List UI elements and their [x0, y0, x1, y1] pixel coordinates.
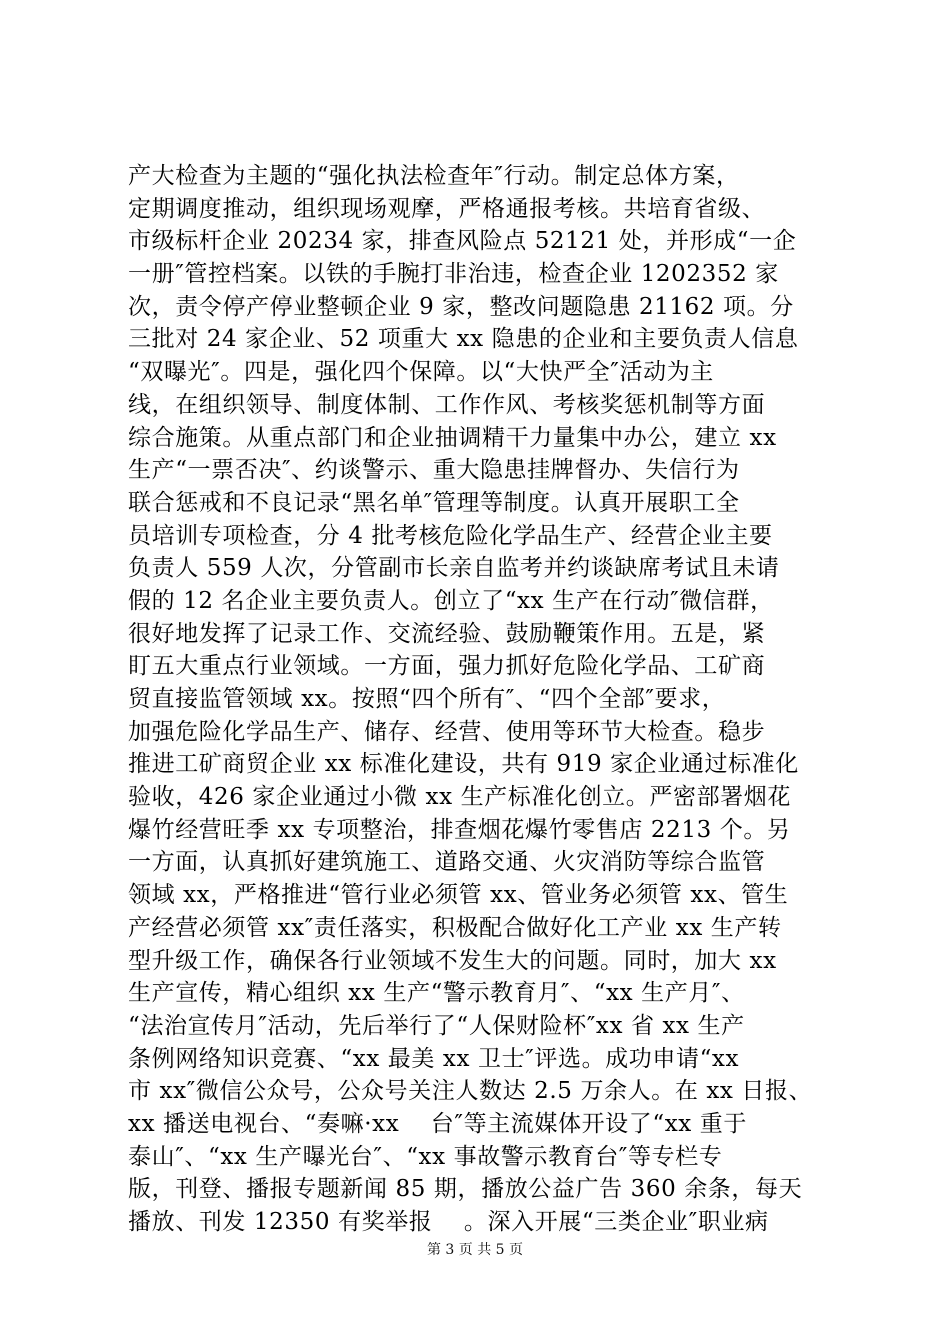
text-line: 生产宣传，精心组织 xx 生产“警示教育月″、“xx 生产月″、	[128, 980, 745, 1007]
text-line: 产大检查为主题的“强化执法检查年″行动。制定总体方案，	[128, 163, 740, 189]
text-line: 盯五大重点行业领域。一方面，强力抓好危险化学品、工矿商	[128, 653, 766, 680]
text-line: 综合施策。从重点部门和企业抽调精干力量集中办公，建立 xx	[128, 424, 777, 451]
text-line: 生产“一票否决″、约谈警示、重大隐患挂牌督办、失信行为	[128, 457, 740, 484]
text-line: 加强危险化学品生产、储存、经营、使用等环节大检查。稳步	[128, 718, 766, 745]
text-line: 市级标杆企业 20234 家，排查风险点 52121 处，并形成“一企	[128, 228, 797, 255]
text-line: 推进工矿商贸企业 xx 标准化建设，共有 919 家企业通过标准化	[128, 751, 799, 778]
text-line: 泰山″、“xx 生产曝光台″、“xx 事故警示教育台″等专栏专	[128, 1143, 723, 1170]
text-line: 三批对 24 家企业、52 项重大 xx 隐患的企业和主要负责人信息	[128, 326, 799, 353]
text-line: 一方面，认真抓好建筑施工、道路交通、火灾消防等综合监管	[128, 849, 766, 876]
text-line: 领域 xx，严格推进“管行业必须管 xx、管业务必须管 xx、管生	[128, 882, 789, 909]
text-line: 次，责令停产停业整顿企业 9 家，整改问题隐患 21162 项。分	[128, 293, 794, 320]
text-line: 产经营必须管 xx″责任落实，积极配合做好化工产业 xx 生产转	[128, 914, 782, 941]
text-line: 市 xx″微信公众号，公众号关注人数达 2.5 万余人。在 xx 日报、	[128, 1078, 813, 1105]
text-line: 员培训专项检查，分 4 批考核危险化学品生产、经营企业主要	[128, 522, 773, 549]
text-line: 线，在组织领导、制度体制、工作作风、考核奖惩机制等方面	[128, 391, 766, 418]
text-line: 型升级工作，确保各行业领域不发生大的问题。同时，加大 xx	[128, 947, 777, 974]
text-line: 定期调度推动，组织现场观摩，严格通报考核。共培育省级、	[128, 195, 766, 222]
text-line: xx 播送电视台、“奏嘛·xx 台″等主流媒体开设了“xx 重于	[128, 1110, 747, 1137]
text-line: 假的 12 名企业主要负责人。创立了“xx 生产在行动″微信群，	[128, 587, 774, 614]
text-line: “双曝光″。四是，强化四个保障。以“大快严全″活动为主	[128, 359, 714, 386]
text-line: 播放、刊发 12350 有奖举报 。深入开展“三类企业″职业病	[128, 1209, 769, 1235]
text-line: 一册″管控档案。以铁的手腕打非治违，检查企业 1202352 家	[128, 261, 779, 288]
text-line: 爆竹经营旺季 xx 专项整治，排查烟花爆竹零售店 2213 个。另	[128, 816, 791, 843]
body-paragraph	[128, 160, 848, 1239]
text-line: 联合惩戒和不良记录“黑名单″管理等制度。认真开展职工全	[128, 489, 740, 516]
text-line: 负责人 559 人次，分管副市长亲自监考并约谈缺席考试且未请	[128, 555, 780, 582]
text-line: 条例网络知识竞赛、“xx 最美 xx 卫士″评选。成功申请“xx	[128, 1045, 740, 1072]
text-line: 很好地发挥了记录工作、交流经验、鼓励鞭策作用。五是，紧	[128, 620, 766, 647]
text-line: 贸直接监管领域 xx。按照“四个所有″、“四个全部″要求，	[128, 686, 726, 712]
text-line: “法治宣传月″活动，先后举行了“人保财险杯″xx 省 xx 生产	[128, 1012, 745, 1039]
page-footer: 第 3 页 共 5 页	[426, 1242, 524, 1258]
text-line: 验收，426 家企业通过小微 xx 生产标准化创立。严密部署烟花	[128, 784, 791, 811]
text-line: 版，刊登、播报专题新闻 85 期，播放公益广告 360 余条，每天	[128, 1176, 803, 1203]
